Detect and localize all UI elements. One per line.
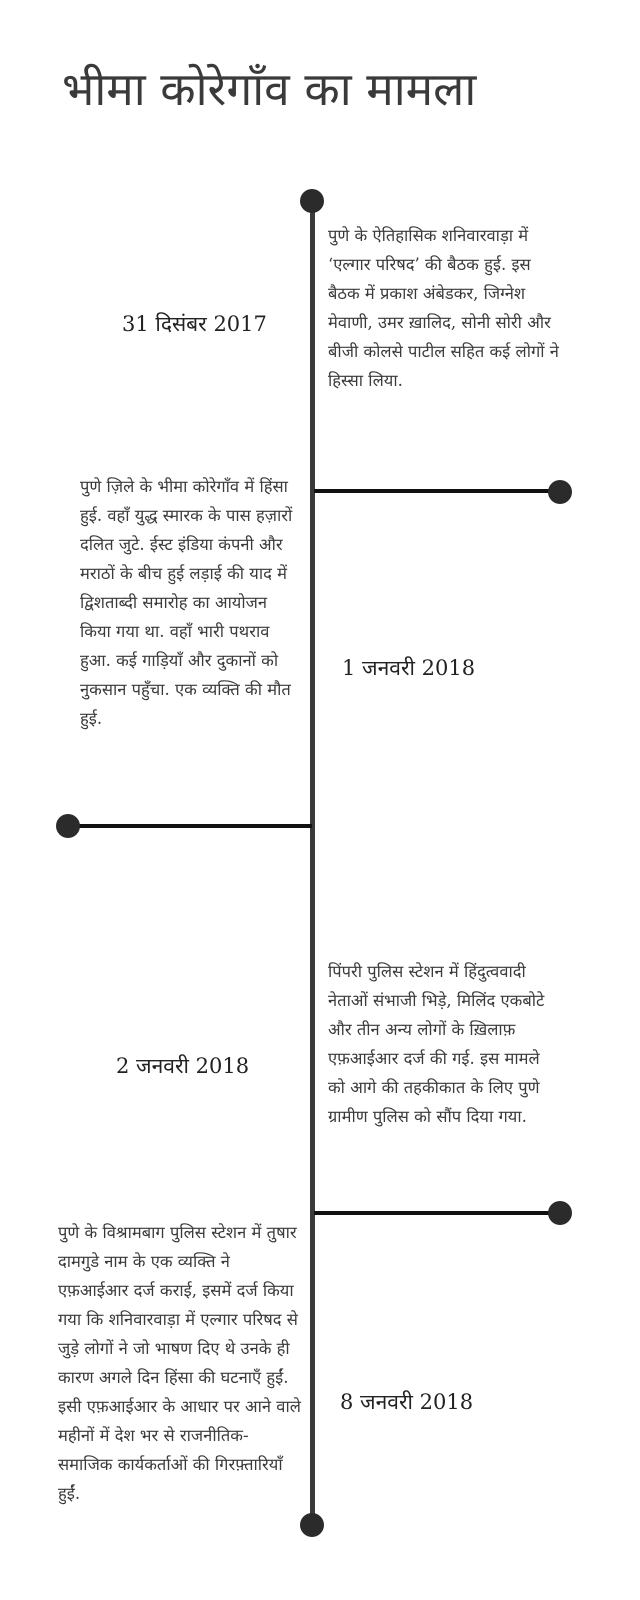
timeline-node: [548, 1201, 572, 1225]
event-description: पुणे ज़िले के भीमा कोरेगाँव में हिंसा हुई. वहाँ युद्ध स्मारक के पास हज़ारों दलित जुटे. ईस्ट इंडिया कंपनी और मराठों के बीच हुई लड़ाई की याद में द्विशताब्दी समारोह का आयोजन किया गया था. वहाँ भारी पथराव हुआ. कई गाड़ियाँ और दुकानों को नुकसान पहुँचा. एक व्यक्ति की मौत हुई.: [80, 477, 293, 728]
timeline-axis: [310, 202, 315, 1526]
event-date: 2 जनवरी 2018: [116, 1054, 250, 1078]
event-description: पुणे के विश्रामबाग पुलिस स्टेशन में तुषार दामगुडे नाम के एक व्यक्ति ने एफ़आईआर दर्ज कराई, इसमें दर्ज किया गया कि शनिवारवाड़ा में एल्गार परिषद से जुड़े लोगों ने जो भाषण दिए थे उनके ही कारण अगले दिन हिंसा की घटनाएँ हुईं. इसी एफ़आईआर के आधार पर आने वाले महीनों में देश भर से राजनीतिक-समाजिक कार्यकर्ताओं की गिरफ़्तारियाँ हुईं.: [58, 1223, 301, 1503]
event-date: 8 जनवरी 2018: [340, 1390, 474, 1414]
timeline-start-node: [300, 189, 324, 213]
page-title: भीमा कोरेगाँव का मामला: [62, 62, 477, 116]
timeline-branch: [314, 489, 560, 493]
timeline-node: [56, 814, 80, 838]
timeline-branch: [68, 824, 312, 828]
timeline-branch: [314, 1211, 560, 1215]
event-description: पुणे के ऐतिहासिक शनिवारवाड़ा में ‘एल्गार परिषद’ की बैठक हुई. इस बैठक में प्रकाश अंबेडकर, जिग्नेश मेवाणी, उमर ख़ालिद, सोनी सोरी और बीजी कोलसे पाटील सहित कई लोगों ने हिस्सा लिया.: [328, 226, 559, 390]
event-description: पिंपरी पुलिस स्टेशन में हिंदुत्ववादी नेताओं संभाजी भिड़े, मिलिंद एकबोटे और तीन अन्य लोगों के ख़िलाफ़ एफ़आईआर दर्ज की गई. इस मामले को आगे की तहकीकात के लिए पुणे ग्रामीण पुलिस को सौंप दिया गया.: [328, 962, 545, 1126]
event-date: 1 जनवरी 2018: [342, 656, 476, 680]
timeline-end-node: [300, 1513, 324, 1537]
timeline-node: [548, 480, 572, 504]
event-date: 31 दिसंबर 2017: [122, 312, 267, 336]
